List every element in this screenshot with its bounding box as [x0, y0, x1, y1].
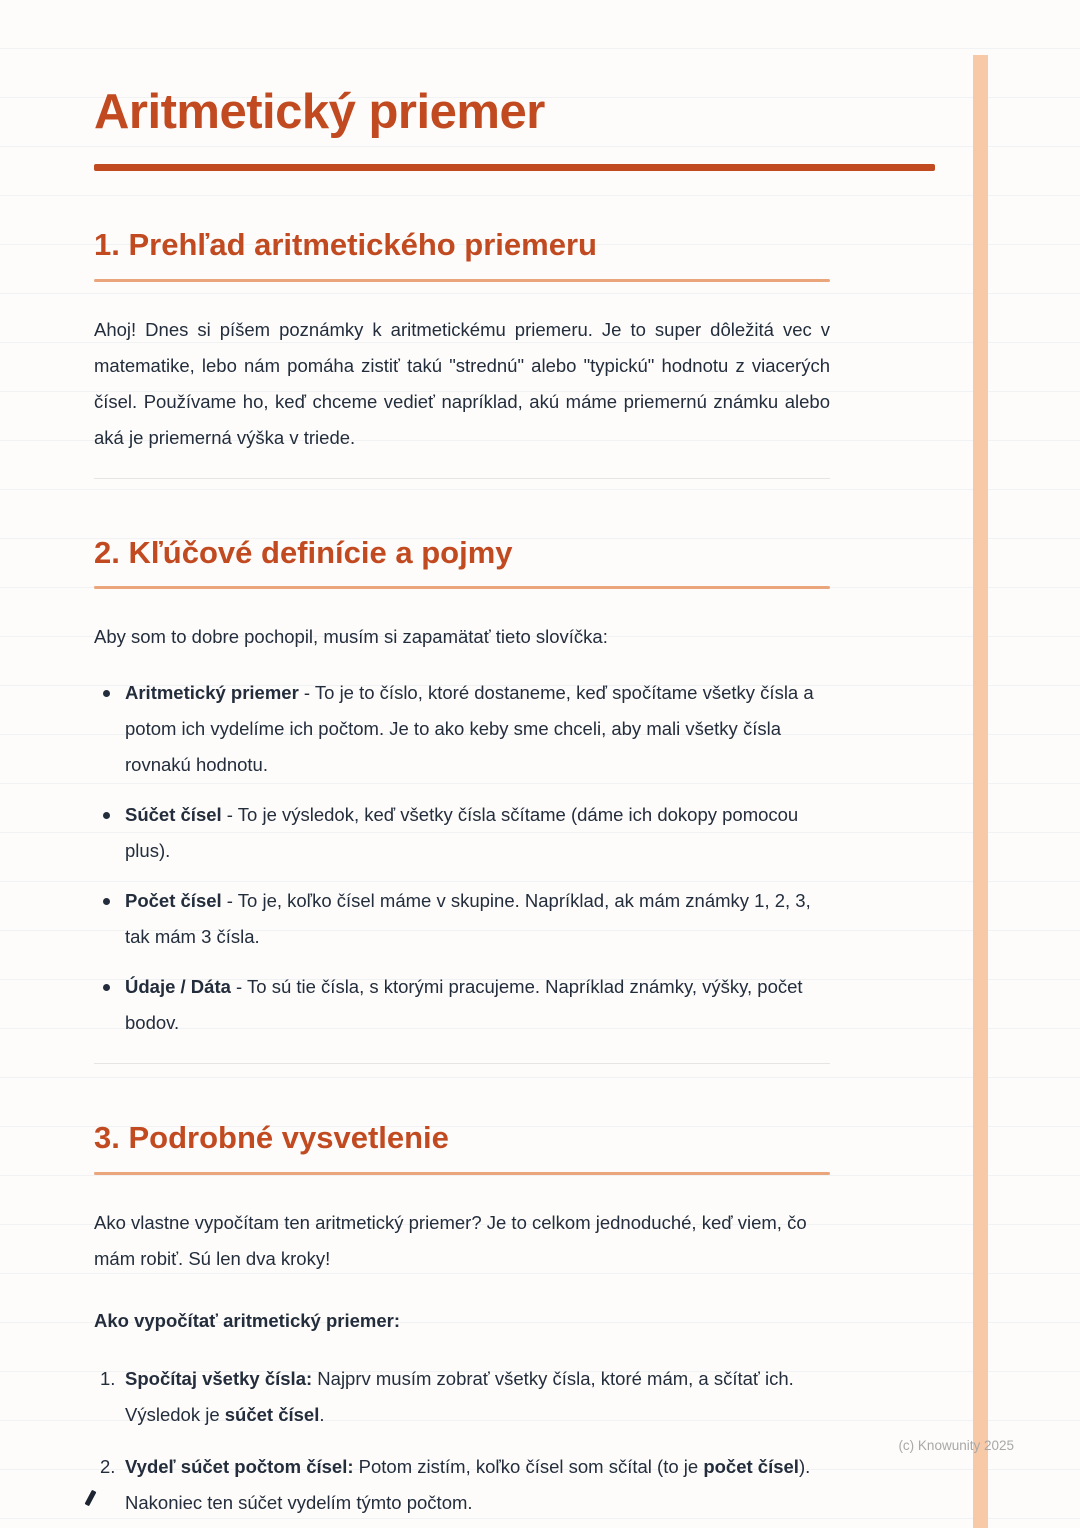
- section-3-intro: Ako vlastne vypočítam ten aritmetický priemer? Je to celkom jednoduché, keď viem, čo mám robiť. Sú len dva kroky!: [94, 1211, 807, 1269]
- list-item: [94, 797, 830, 869]
- section-2-heading: 2. Kľúčové definície a pojmy: [94, 534, 513, 570]
- step-text: ). Nakoniec ten súčet vydelím týmto počtom.: [125, 1455, 811, 1513]
- step-lead: Vydeľ súčet počtom čísel:: [125, 1455, 354, 1477]
- section-3-heading: 3. Podrobné vysvetlenie: [94, 1120, 449, 1156]
- term-label: Počet čísel: [125, 890, 222, 912]
- bullet-icon: [103, 898, 110, 905]
- title-underline: [94, 164, 935, 171]
- list-item: [94, 675, 830, 783]
- term-label: Aritmetický priemer: [125, 682, 299, 704]
- bullet-icon: [103, 812, 110, 819]
- steps-list: [94, 1361, 830, 1521]
- list-item: [94, 883, 830, 955]
- term-label: Údaje / Dáta: [125, 976, 231, 998]
- step-lead: Spočítaj všetky čísla:: [125, 1367, 313, 1389]
- definitions-list: [94, 675, 830, 1041]
- section-1-heading: 1. Prehľad aritmetického priemeru: [94, 226, 597, 262]
- term-definition: - To je výsledok, keď všetky čísla sčítame (dáme ich dokopy pomocou plus).: [125, 804, 799, 862]
- section-definitions: [94, 535, 830, 1042]
- section-2-intro: Aby som to dobre pochopil, musím si zapamätať tieto slovíčka:: [94, 626, 608, 648]
- section-3-underline: [94, 1172, 830, 1175]
- bullet-icon: [103, 690, 110, 697]
- list-item: [94, 969, 830, 1041]
- section-2-underline: [94, 586, 830, 589]
- copyright-note: (c) Knowunity 2025: [898, 1438, 1014, 1453]
- section-overview: [94, 227, 830, 456]
- section-divider: [94, 1063, 830, 1064]
- section-1-underline: [94, 279, 830, 282]
- step-bold-term: počet čísel: [703, 1455, 799, 1477]
- bullet-icon: [103, 984, 110, 991]
- page-title: Aritmetický priemer: [94, 85, 545, 139]
- steps-subheading: Ako vypočítať aritmetický priemer:: [94, 1309, 401, 1331]
- term-label: Súčet čísel: [125, 804, 222, 826]
- step-text: Potom zistím, koľko čísel som sčítal (to je: [353, 1455, 704, 1477]
- step-item: [94, 1361, 830, 1433]
- step-item: [94, 1449, 830, 1521]
- term-definition: - To je to číslo, ktoré dostaneme, keď spočítame všetky čísla a potom ich vydelíme ich počtom. Je to ako keby sme chceli, aby mali všetky čísla rovnakú hodnotu.: [125, 682, 814, 776]
- document-body: [94, 0, 830, 1521]
- section-1-paragraph: Ahoj! Dnes si píšem poznámky k aritmetickému priemeru. Je to super dôležitá vec v matematike, lebo nám pomáha zistiť takú "strednú" alebo "typickú" hodnotu z viacerých čísel. Používame ho, keď chceme vedieť napríklad, akú máme priemernú známku alebo aká je priemerná výška v triede.: [94, 318, 830, 448]
- section-explanation: [94, 1120, 830, 1521]
- accent-stripe: [973, 55, 988, 1528]
- step-bold-term: súčet čísel: [224, 1403, 320, 1425]
- step-text: Najprv musím zobrať všetky čísla, ktoré mám, a sčítať ich. Výsledok je: [125, 1367, 794, 1425]
- step-text: .: [319, 1403, 325, 1425]
- section-divider: [94, 478, 830, 479]
- term-definition: - To sú tie čísla, s ktorými pracujeme. Napríklad známky, výšky, počet bodov.: [125, 976, 803, 1034]
- term-definition: - To je, koľko čísel máme v skupine. Napríklad, ak mám známky 1, 2, 3, tak mám 3 čísla.: [125, 890, 811, 948]
